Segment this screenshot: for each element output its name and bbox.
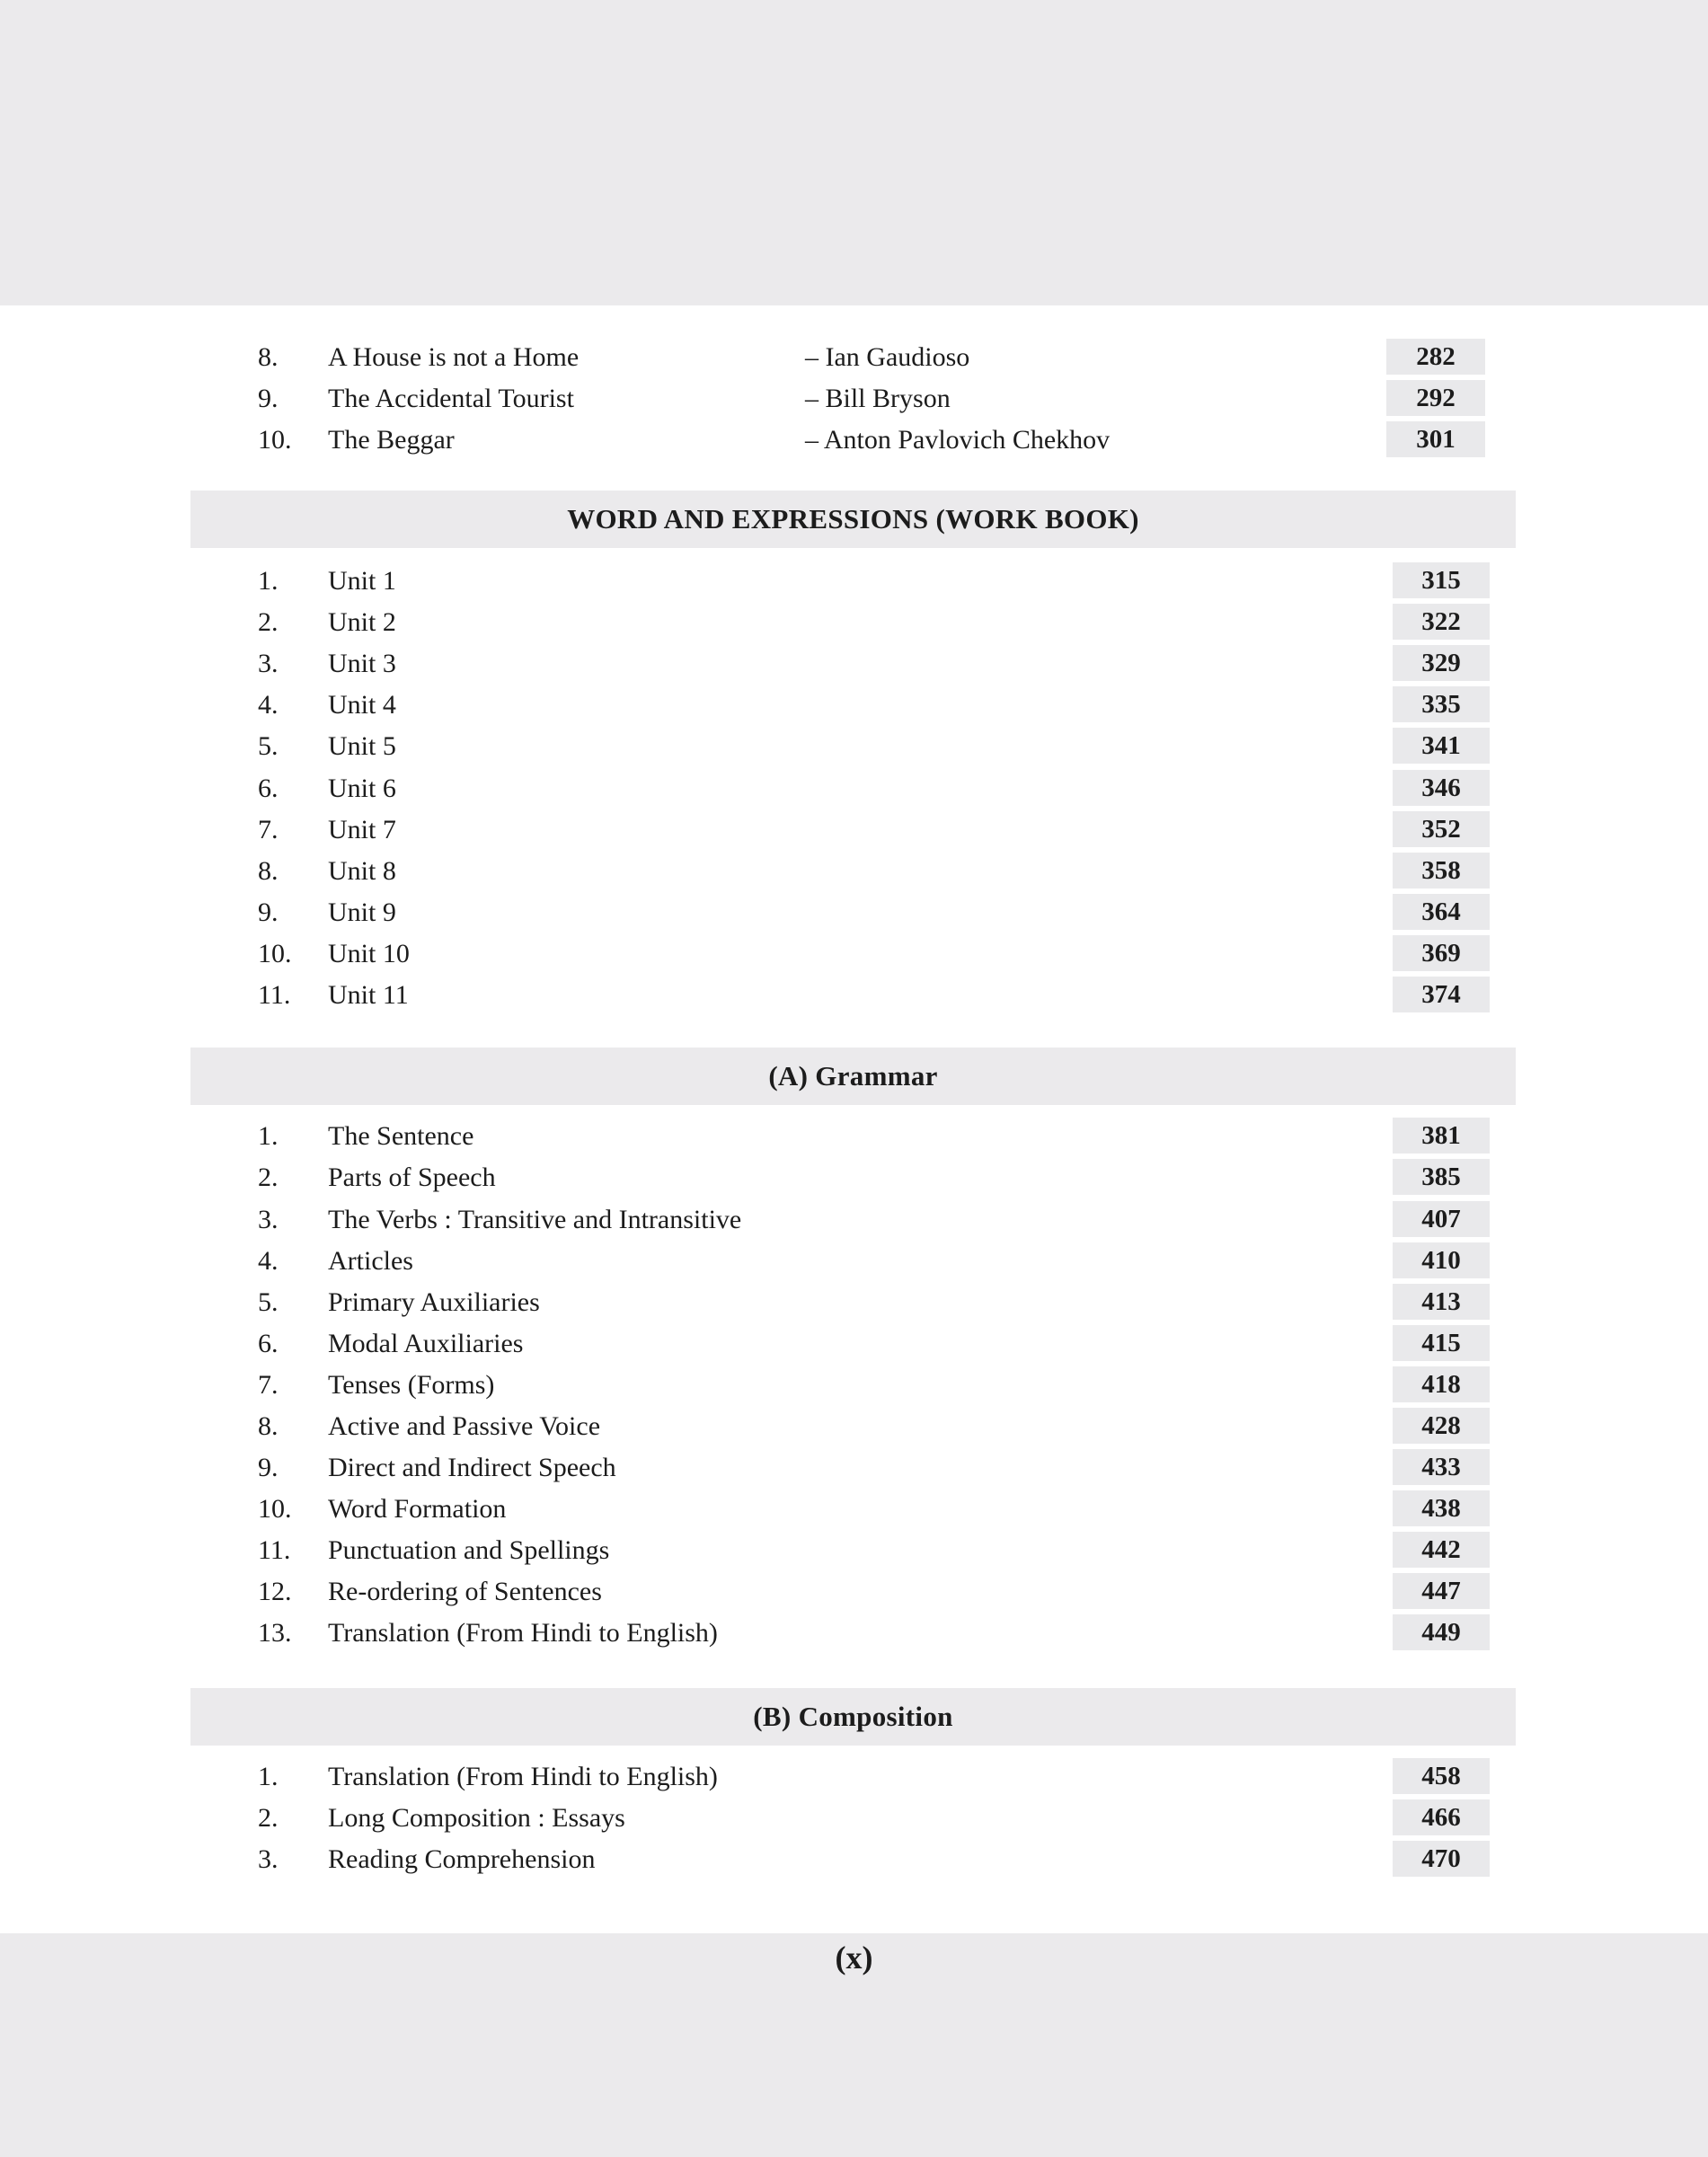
- toc-page-number: 301: [1386, 421, 1485, 457]
- toc-title: Modal Auxiliaries: [328, 1329, 524, 1358]
- toc-page-number: 315: [1393, 562, 1490, 598]
- toc-title: Unit 7: [328, 815, 396, 844]
- toc-title: Long Composition : Essays: [328, 1803, 625, 1833]
- toc-title: Punctuation and Spellings: [328, 1535, 610, 1565]
- toc-title: Unit 8: [328, 856, 396, 886]
- toc-number: 13.: [258, 1618, 292, 1648]
- toc-page-number: 292: [1386, 380, 1485, 416]
- toc-page-number: 415: [1393, 1325, 1490, 1361]
- toc-page-number: 352: [1393, 811, 1490, 847]
- toc-row: [0, 1447, 1708, 1489]
- toc-row: [0, 1613, 1708, 1654]
- toc-page-number: 413: [1393, 1284, 1490, 1320]
- toc-number: 8.: [258, 856, 279, 886]
- toc-row: [0, 420, 1708, 461]
- toc-number: 7.: [258, 1370, 279, 1400]
- toc-number: 11.: [258, 980, 291, 1010]
- toc-title: The Beggar: [328, 425, 455, 455]
- toc-row: [0, 337, 1708, 378]
- toc-row: [0, 809, 1708, 851]
- toc-row: [0, 1489, 1708, 1530]
- toc-title: Reading Comprehension: [328, 1844, 596, 1874]
- toc-row: [0, 1241, 1708, 1282]
- toc-page-number: 449: [1393, 1614, 1490, 1650]
- section-heading-workbook: WORD AND EXPRESSIONS (WORK BOOK): [190, 491, 1516, 548]
- toc-row: [0, 378, 1708, 420]
- section-heading-grammar: (A) Grammar: [190, 1048, 1516, 1105]
- toc-title: A House is not a Home: [328, 342, 580, 372]
- toc-number: 2.: [258, 1162, 279, 1192]
- toc-row: [0, 1798, 1708, 1839]
- toc-page-number: 381: [1393, 1118, 1490, 1154]
- toc-title: The Sentence: [328, 1121, 474, 1151]
- toc-number: 10.: [258, 425, 292, 455]
- toc-row: [0, 1157, 1708, 1198]
- toc-title: Unit 6: [328, 774, 396, 803]
- toc-number: 2.: [258, 1803, 279, 1833]
- toc-title: Articles: [328, 1246, 413, 1276]
- toc-page-number: 358: [1393, 853, 1490, 888]
- toc-number: 12.: [258, 1577, 292, 1606]
- toc-title: Unit 9: [328, 897, 396, 927]
- toc-title: Word Formation: [328, 1494, 507, 1524]
- toc-number: 2.: [258, 607, 279, 637]
- toc-page-number: 458: [1393, 1758, 1490, 1794]
- toc-page-number: 410: [1393, 1242, 1490, 1278]
- toc-number: 1.: [258, 1762, 279, 1791]
- toc-number: 1.: [258, 1121, 279, 1151]
- toc-number: 10.: [258, 939, 292, 968]
- toc-page-number: 364: [1393, 894, 1490, 930]
- toc-row: [0, 851, 1708, 892]
- toc-row: [0, 1199, 1708, 1241]
- toc-row: [0, 561, 1708, 602]
- toc-row: [0, 1530, 1708, 1571]
- toc-title: Unit 2: [328, 607, 396, 637]
- toc-number: 9.: [258, 1453, 279, 1482]
- toc-page-number: 329: [1393, 645, 1490, 681]
- toc-number: 10.: [258, 1494, 292, 1524]
- toc-row: [0, 892, 1708, 933]
- toc-page-number: 442: [1393, 1532, 1490, 1568]
- toc-row: [0, 643, 1708, 685]
- toc-page-number: 369: [1393, 935, 1490, 971]
- toc-number: 11.: [258, 1535, 291, 1565]
- toc-title: Tenses (Forms): [328, 1370, 495, 1400]
- toc-title: Unit 3: [328, 649, 396, 678]
- toc-row: [0, 1839, 1708, 1880]
- toc-number: 4.: [258, 690, 279, 720]
- toc-row: [0, 685, 1708, 726]
- toc-title: Re-ordering of Sentences: [328, 1577, 602, 1606]
- toc-page-number: 374: [1393, 977, 1490, 1012]
- toc-row: [0, 1756, 1708, 1798]
- toc-page-number: 470: [1393, 1841, 1490, 1877]
- toc-page-number: 433: [1393, 1449, 1490, 1485]
- toc-number: 1.: [258, 566, 279, 596]
- toc-title: Translation (From Hindi to English): [328, 1618, 718, 1648]
- toc-author: – Bill Bryson: [805, 384, 951, 413]
- toc-row: [0, 975, 1708, 1016]
- toc-row: [0, 1365, 1708, 1406]
- toc-title: Unit 11: [328, 980, 409, 1010]
- toc-page-number: 346: [1393, 770, 1490, 806]
- toc-page-number: 385: [1393, 1159, 1490, 1195]
- toc-number: 3.: [258, 649, 279, 678]
- toc-title: Unit 1: [328, 566, 396, 596]
- toc-number: 6.: [258, 774, 279, 803]
- section-heading-composition: (B) Composition: [190, 1688, 1516, 1746]
- toc-page-number: 447: [1393, 1573, 1490, 1609]
- toc-row: [0, 1571, 1708, 1613]
- toc-page-number: 428: [1393, 1408, 1490, 1444]
- toc-row: [0, 1406, 1708, 1447]
- toc-page-number: 282: [1386, 339, 1485, 375]
- toc-row: [0, 1116, 1708, 1157]
- toc-page-number: 438: [1393, 1490, 1490, 1526]
- toc-title: Unit 5: [328, 731, 396, 761]
- toc-title: The Accidental Tourist: [328, 384, 574, 413]
- toc-row: [0, 768, 1708, 809]
- toc-page-number: 335: [1393, 686, 1490, 722]
- toc-page-number: 407: [1393, 1201, 1490, 1237]
- toc-page-number: 466: [1393, 1799, 1490, 1835]
- toc-author: – Anton Pavlovich Chekhov: [805, 425, 1111, 455]
- toc-number: 3.: [258, 1205, 279, 1234]
- toc-number: 8.: [258, 1411, 279, 1441]
- toc-title: Unit 4: [328, 690, 396, 720]
- toc-page-number: 341: [1393, 728, 1490, 764]
- toc-title: Parts of Speech: [328, 1162, 496, 1192]
- footer-page-number: (x): [835, 1940, 873, 1976]
- toc-row: [0, 1282, 1708, 1323]
- toc-title: Translation (From Hindi to English): [328, 1762, 718, 1791]
- toc-title: Unit 10: [328, 939, 410, 968]
- toc-row: [0, 933, 1708, 975]
- toc-number: 8.: [258, 342, 279, 372]
- toc-title: Primary Auxiliaries: [328, 1287, 540, 1317]
- toc-page-number: 322: [1393, 604, 1490, 640]
- toc-number: 3.: [258, 1844, 279, 1874]
- toc-number: 9.: [258, 897, 279, 927]
- toc-number: 7.: [258, 815, 279, 844]
- toc-title: The Verbs : Transitive and Intransitive: [328, 1205, 742, 1234]
- toc-number: 5.: [258, 1287, 279, 1317]
- toc-title: Active and Passive Voice: [328, 1411, 601, 1441]
- toc-number: 5.: [258, 731, 279, 761]
- toc-title: Direct and Indirect Speech: [328, 1453, 616, 1482]
- toc-row: [0, 726, 1708, 767]
- toc-row: [0, 1323, 1708, 1365]
- toc-row: [0, 602, 1708, 643]
- toc-number: 6.: [258, 1329, 279, 1358]
- toc-number: 9.: [258, 384, 279, 413]
- toc-number: 4.: [258, 1246, 279, 1276]
- top-margin: [0, 0, 1708, 305]
- toc-page-number: 418: [1393, 1366, 1490, 1402]
- toc-author: – Ian Gaudioso: [805, 342, 970, 372]
